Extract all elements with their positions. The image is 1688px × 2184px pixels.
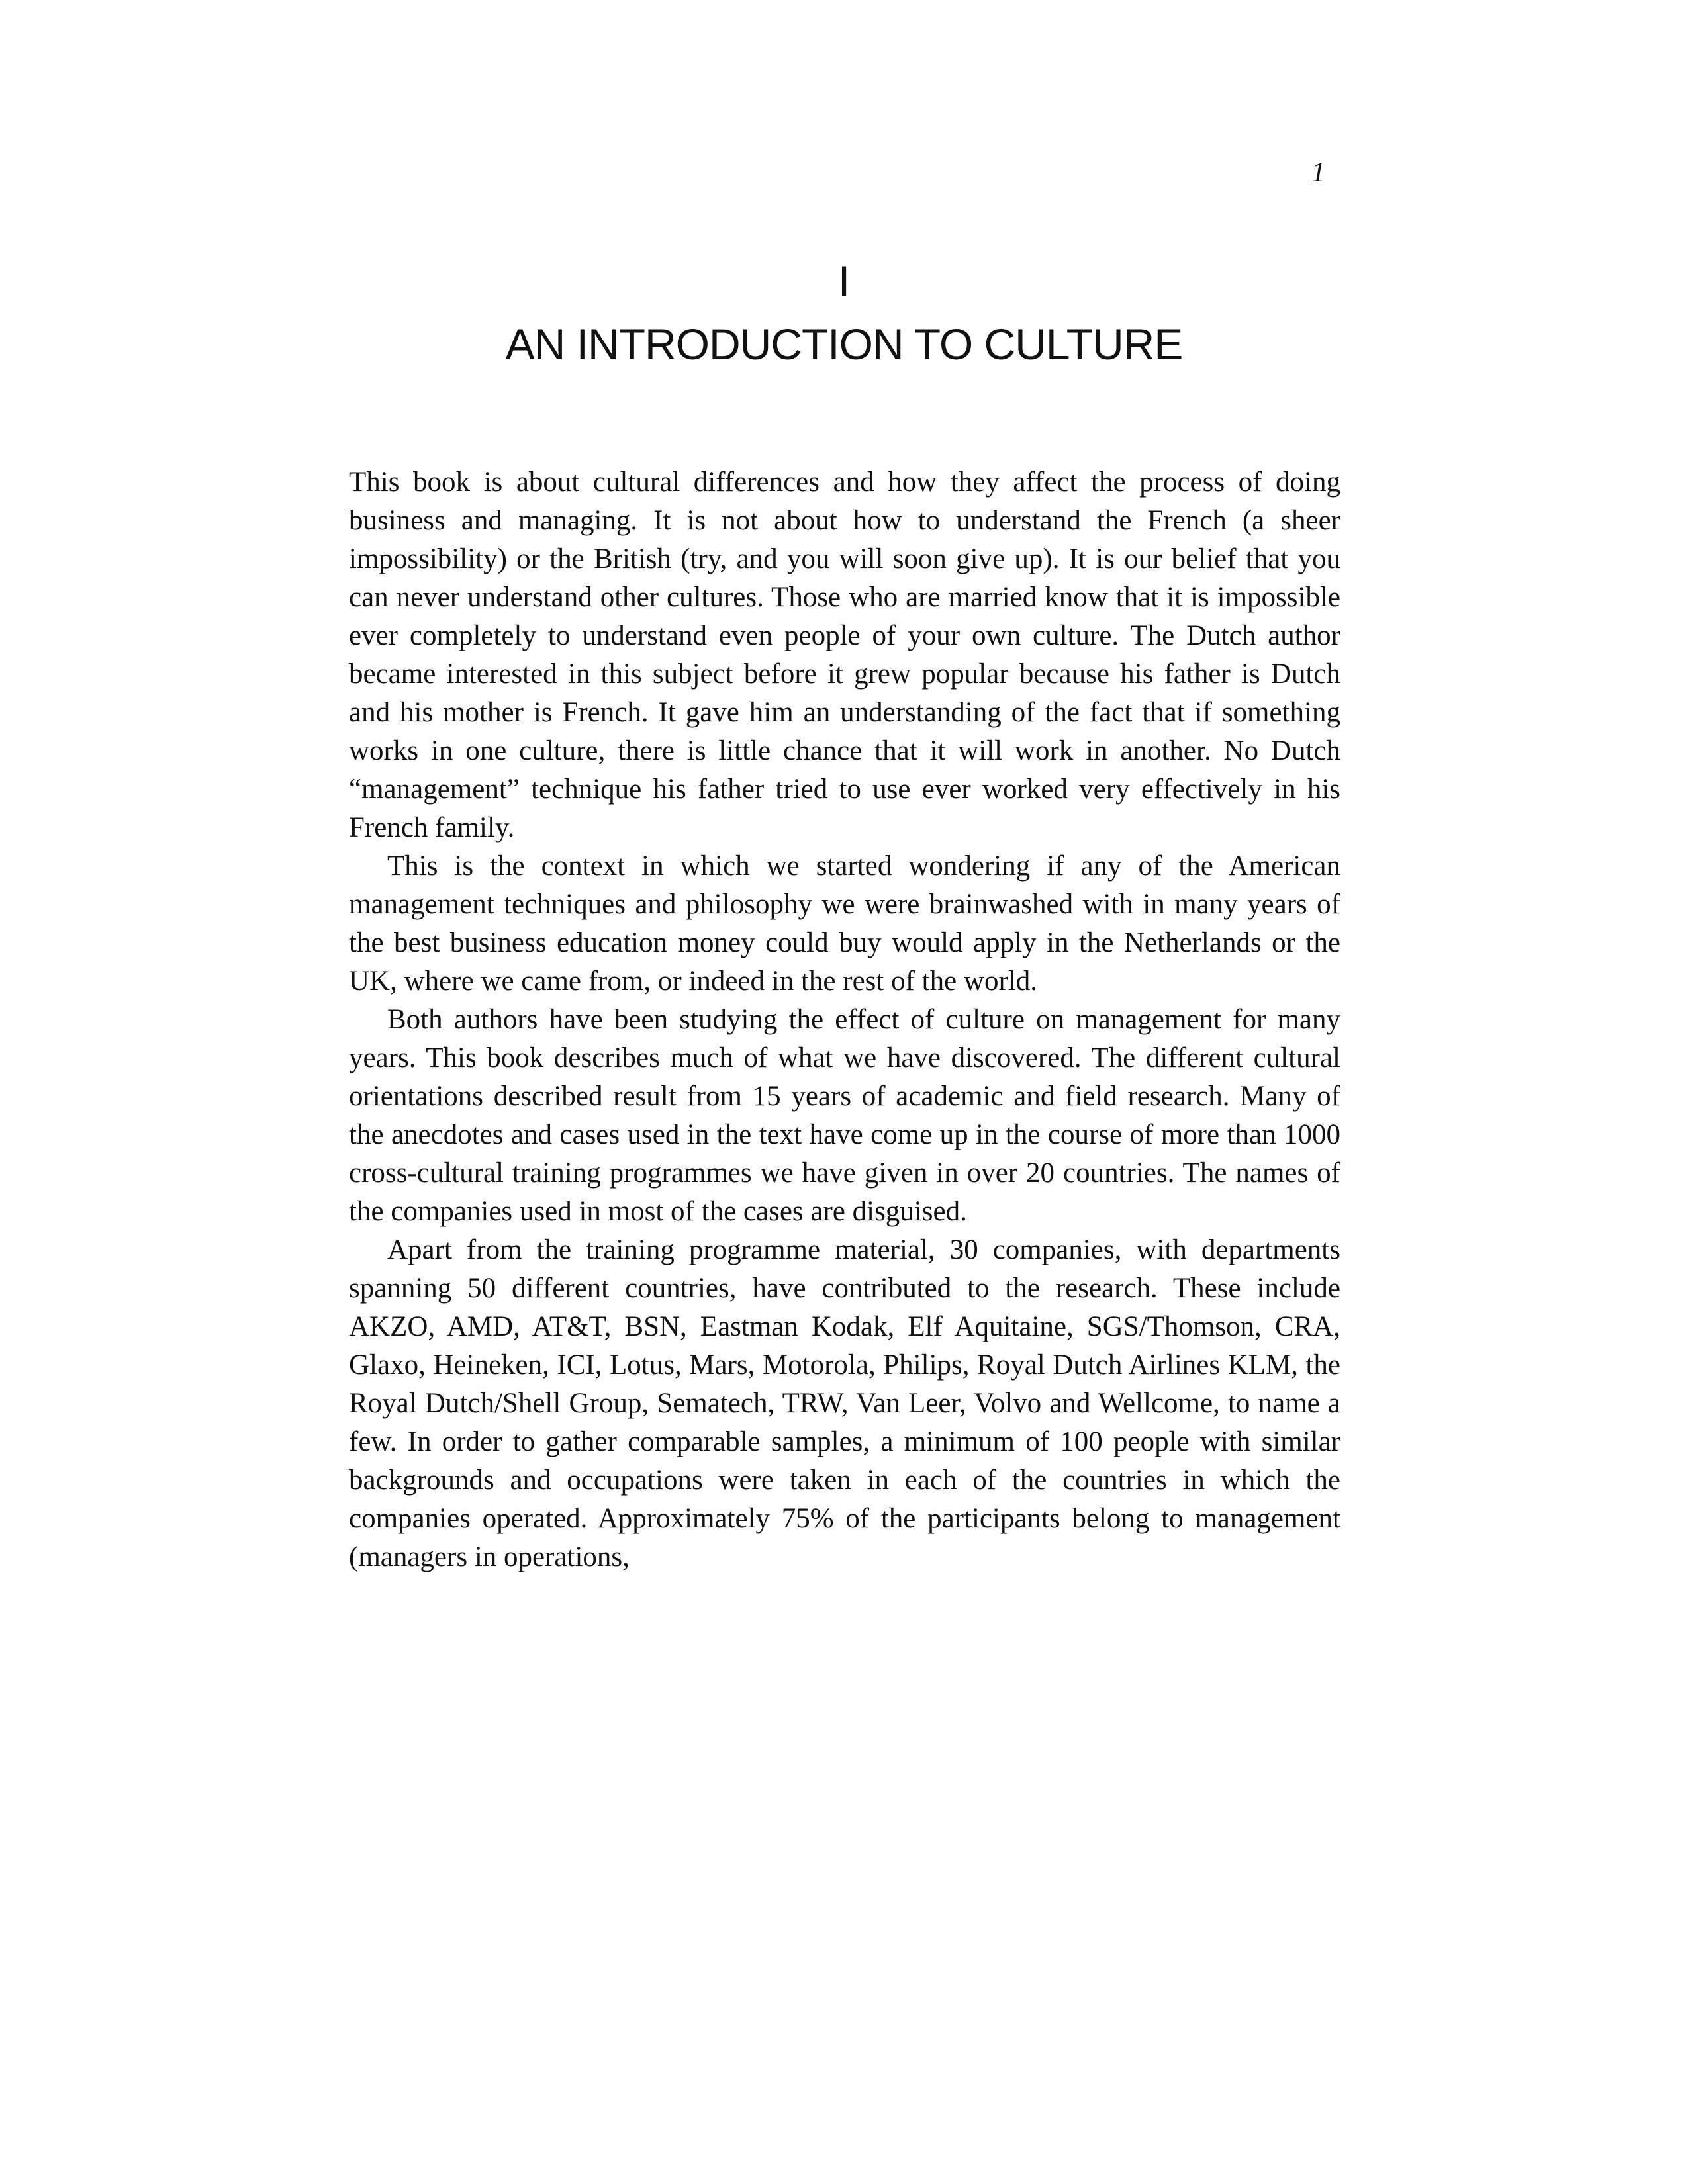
chapter-heading [0, 255, 1688, 377]
chapter-title: AN INTRODUCTION TO CULTURE [505, 320, 1183, 369]
paragraph-2: This is the context in which we started wondering if any of the American management techniques and philosophy we were brainwashed with in many years of the best business education money could buy would apply in the Netherlands or the UK, where we came from, or indeed in the rest of the world. [349, 850, 1340, 997]
paragraph-4: Apart from the training programme material, 30 companies, with departments spanning 50 different countries, have contributed to the research. These include AKZO, AMD, AT&T, BSN, Eastman Kodak, Elf Aquitaine, SGS/Thomson, CRA, Glaxo, Heineken, ICI, Lotus, Mars, Motorola, Philips, Royal Dutch Airlines KLM, the Royal Dutch/Shell Group, Sematech, TRW, Van Leer, Volvo and Wellcome, to name a few. In order to gather comparable samples, a minimum of 100 people with similar backgrounds and occupations were taken in each of the countries in which the companies operated. Approximately 75% of the participants belong to management (managers in operations, [349, 1234, 1340, 1572]
body-text [349, 463, 1340, 1576]
chapter-number: I [837, 257, 851, 306]
page-number: 1 [1311, 158, 1325, 188]
paragraph-1: This book is about cultural differences and how they affect the process of doing business and managing. It is not about how to understand the French (a sheer impossibility) or the British (try, and you will soon give up). It is our belief that you can never understand other cultures. Those who are married know that it is impossible ever completely to understand even people of your own culture. The Dutch author became interested in this subject before it grew popular because his father is Dutch and his mother is French. It gave him an understanding of the fact that if something works in one culture, there is little chance that it will work in another. No Dutch “management” technique his father tried to use ever worked very effectively in his French family. [349, 467, 1340, 843]
paragraph-3: Both authors have been studying the effect of culture on management for many years. This book describes much of what we have discovered. The different cultural orientations described result from 15 years of academic and field research. Many of the anecdotes and cases used in the text have come up in the course of more than 1000 cross-cultural training programmes we have given in over 20 countries. The names of the companies used in most of the cases are disguised. [349, 1004, 1340, 1227]
